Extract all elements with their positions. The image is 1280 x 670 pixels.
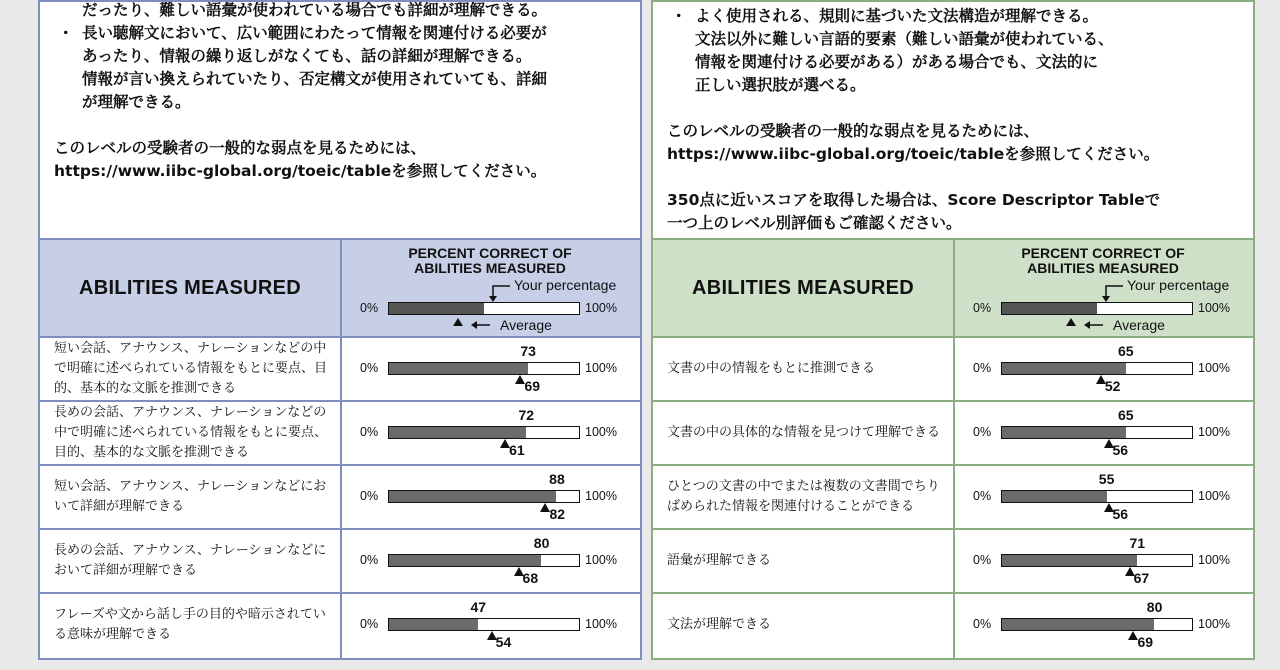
ability-score-bar xyxy=(340,466,640,528)
description-line-text: よく使用される、規則に基づいた文法構造が理解できる。 xyxy=(695,7,1099,25)
zero-percent: 0% xyxy=(973,361,992,375)
legend-zero-percent: 0% xyxy=(973,301,992,315)
score-bar xyxy=(388,426,580,439)
score-bar xyxy=(388,554,580,567)
hundred-percent: 100% xyxy=(1198,617,1230,631)
hundred-percent: 100% xyxy=(585,425,617,439)
ability-label-text: 短い会話、アナウンス、ナレーションなどにおいて詳細が理解できる xyxy=(54,479,327,514)
description-line-text: このレベルの受験者の一般的な弱点を見るためには、 xyxy=(667,122,1040,140)
score-bar-fill xyxy=(1002,363,1126,374)
description-line xyxy=(54,68,632,91)
ability-label-text: 長めの会話、アナウンス、ナレーションなどにおいて詳細が理解できる xyxy=(54,543,327,578)
description-line xyxy=(667,51,1245,74)
your-score-value: 80 xyxy=(1146,599,1163,615)
ability-label-text: 短い会話、アナウンス、ナレーションなどの中で明確に述べられている情報をもとに要点、目的、基本的な文脈を推測できる xyxy=(54,341,328,396)
ability-score-bar xyxy=(953,466,1253,528)
ability-label xyxy=(667,402,949,464)
score-bar-fill xyxy=(1002,619,1154,630)
ability-label xyxy=(667,594,949,656)
ability-score-bar xyxy=(340,338,640,400)
average-score-value: 52 xyxy=(1104,378,1121,394)
description-line-text: 文法以外に難しい言語的要素（難しい語彙が使われている、 xyxy=(695,30,1114,48)
score-bar xyxy=(1001,426,1193,439)
your-percentage-label: Your percentage xyxy=(514,277,617,293)
percent-correct-header xyxy=(340,240,640,336)
abilities-table xyxy=(653,238,1253,658)
average-score-value: 61 xyxy=(509,442,525,458)
your-score-value: 47 xyxy=(470,599,487,615)
ability-score-bar xyxy=(953,338,1253,400)
ability-score-bar xyxy=(340,402,640,464)
your-score-value: 65 xyxy=(1118,343,1134,359)
hundred-percent: 100% xyxy=(1198,425,1230,439)
zero-percent: 0% xyxy=(360,489,379,503)
hundred-percent: 100% xyxy=(585,489,617,503)
percent-title-line-2: ABILITIES MEASURED xyxy=(414,260,566,276)
your-percentage-arrowhead xyxy=(489,296,497,302)
legend-zero-percent: 0% xyxy=(360,301,379,315)
description-line-text: 350点に近いスコアを取得した場合は、Score Descriptor Tableで xyxy=(667,191,1161,209)
score-bar xyxy=(1001,362,1193,375)
bullet-dot: ・ xyxy=(671,7,687,25)
listening-panel xyxy=(38,0,642,660)
average-score-value: 56 xyxy=(1112,442,1129,458)
average-score-value: 82 xyxy=(549,506,566,522)
average-label: Average xyxy=(1113,317,1165,333)
description-line xyxy=(54,91,632,114)
zero-percent: 0% xyxy=(973,489,992,503)
description-line xyxy=(54,45,632,68)
hundred-percent: 100% xyxy=(1198,361,1230,375)
description-line-text: このレベルの受験者の一般的な弱点を見るためには、 xyxy=(54,139,427,157)
your-score-value: 71 xyxy=(1129,535,1146,551)
description-line-text: 長い聴解文において、広い範囲にわたって情報を関連付ける必要が xyxy=(82,24,547,42)
score-bar xyxy=(388,490,580,503)
reading-panel xyxy=(651,0,1255,660)
ability-label xyxy=(54,466,336,528)
bullet-dot: ・ xyxy=(58,24,74,42)
description-line-text: 情報を関連付ける必要がある）がある場合でも、文法的に xyxy=(695,53,1099,71)
ability-label xyxy=(667,338,949,400)
zero-percent: 0% xyxy=(973,425,992,439)
percent-title-line-1: PERCENT CORRECT OF xyxy=(1021,245,1185,261)
description-line-text: あったり、情報の繰り返しがなくても、話の詳細が理解できる。 xyxy=(82,47,532,65)
your-percentage-label: Your percentage xyxy=(1127,277,1230,293)
ability-label-text: 文書の中の具体的な情報を見つけて理解できる xyxy=(667,425,941,440)
average-marker-legend xyxy=(453,318,463,326)
ability-label-text: 文書の中の情報をもとに推測できる xyxy=(667,361,876,376)
abilities-measured-heading: ABILITIES MEASURED xyxy=(78,276,302,299)
your-percentage-arrowhead xyxy=(1102,296,1110,302)
score-bar-fill xyxy=(389,555,541,566)
ability-label xyxy=(667,530,949,592)
ability-label-text: 語彙が理解できる xyxy=(667,553,772,568)
ability-score-bar xyxy=(340,594,640,656)
average-score-value: 69 xyxy=(1137,634,1154,650)
score-bar xyxy=(1001,490,1193,503)
average-marker-legend xyxy=(1066,318,1076,326)
legend-hundred-percent: 100% xyxy=(585,301,617,315)
your-score-value: 72 xyxy=(518,407,535,423)
ability-label xyxy=(54,338,336,400)
description-line xyxy=(54,160,632,183)
average-score-value: 54 xyxy=(495,634,512,650)
ability-score-bar xyxy=(953,530,1253,592)
score-bar xyxy=(1001,618,1193,631)
score-bar-fill xyxy=(1002,491,1107,502)
hundred-percent: 100% xyxy=(585,553,617,567)
description-line xyxy=(667,74,1245,97)
ability-label-text: フレーズや文から話し手の目的や暗示されている意味が理解できる xyxy=(54,607,326,642)
score-bar-fill xyxy=(389,619,478,630)
percent-title-line-1: PERCENT CORRECT OF xyxy=(408,245,572,261)
score-bar-fill xyxy=(389,363,528,374)
description-line-text: https://www.iibc-global.org/toeic/tableを参照してください。 xyxy=(54,162,547,180)
percent-title-line-2: ABILITIES MEASURED xyxy=(1027,260,1179,276)
score-bar-fill xyxy=(1002,555,1137,566)
score-bar xyxy=(388,362,580,375)
description-line-text: 情報が言い換えられていたり、否定構文が使用されていても、詳細 xyxy=(82,70,548,88)
description-line-text: 正しい選択肢が選べる。 xyxy=(695,76,866,94)
ability-label xyxy=(54,594,336,656)
ability-label-text: ひとつの文書の中でまたは複数の文書間でちりばめられた情報を関連付けることができる xyxy=(667,479,940,514)
zero-percent: 0% xyxy=(973,553,992,567)
your-score-value: 73 xyxy=(520,343,536,359)
zero-percent: 0% xyxy=(360,553,379,567)
average-arrowhead xyxy=(1084,321,1090,329)
average-label: Average xyxy=(500,317,552,333)
your-score-value: 88 xyxy=(549,471,565,487)
description-line xyxy=(54,0,632,22)
ability-score-bar xyxy=(340,530,640,592)
zero-percent: 0% xyxy=(360,361,379,375)
description-line xyxy=(667,189,1245,212)
description-text xyxy=(54,0,632,183)
description-line xyxy=(54,137,632,160)
your-score-value: 55 xyxy=(1098,471,1115,487)
your-score-value: 80 xyxy=(533,535,550,551)
hundred-percent: 100% xyxy=(1198,489,1230,503)
percent-correct-header xyxy=(953,240,1253,336)
ability-score-bar xyxy=(953,594,1253,656)
ability-label-text: 長めの会話、アナウンス、ナレーションなどの中で明確に述べられている情報をもとに要点、目的、基本的な文脈を推測できる xyxy=(54,405,328,460)
description-line xyxy=(667,5,1245,28)
ability-label xyxy=(54,530,336,592)
your-score-value: 65 xyxy=(1118,407,1134,423)
score-bar-fill xyxy=(389,427,526,438)
average-score-value: 56 xyxy=(1112,506,1129,522)
score-bar xyxy=(388,618,580,631)
score-bar xyxy=(1001,554,1193,567)
description-line xyxy=(54,22,632,45)
zero-percent: 0% xyxy=(360,617,379,631)
hundred-percent: 100% xyxy=(585,617,617,631)
average-score-value: 69 xyxy=(524,378,541,394)
hundred-percent: 100% xyxy=(1198,553,1230,567)
average-arrowhead xyxy=(471,321,477,329)
ability-score-bar xyxy=(953,402,1253,464)
score-bar-fill xyxy=(1002,427,1126,438)
ability-label xyxy=(667,466,949,528)
ability-label xyxy=(54,402,336,464)
score-bar-fill xyxy=(389,491,556,502)
abilities-table xyxy=(40,238,640,658)
description-line-text: だったり、難しい語彙が使われている場合でも詳細が理解できる。 xyxy=(82,1,548,19)
description-line xyxy=(667,120,1245,143)
description-line-text: https://www.iibc-global.org/toeic/tableを参照してください。 xyxy=(667,145,1160,163)
average-score-value: 68 xyxy=(522,570,539,586)
ability-label-text: 文法が理解できる xyxy=(667,617,772,632)
description-line xyxy=(667,28,1245,51)
description-line xyxy=(667,143,1245,166)
description-line xyxy=(667,212,1245,235)
zero-percent: 0% xyxy=(360,425,379,439)
description-line-text: 一つ上のレベル別評価もご確認ください。 xyxy=(667,214,962,232)
abilities-measured-heading: ABILITIES MEASURED xyxy=(691,276,915,299)
legend-hundred-percent: 100% xyxy=(1198,301,1230,315)
description-text xyxy=(667,5,1245,235)
average-score-value: 67 xyxy=(1133,570,1150,586)
zero-percent: 0% xyxy=(973,617,992,631)
hundred-percent: 100% xyxy=(585,361,617,375)
description-line-text: が理解できる。 xyxy=(82,93,191,111)
